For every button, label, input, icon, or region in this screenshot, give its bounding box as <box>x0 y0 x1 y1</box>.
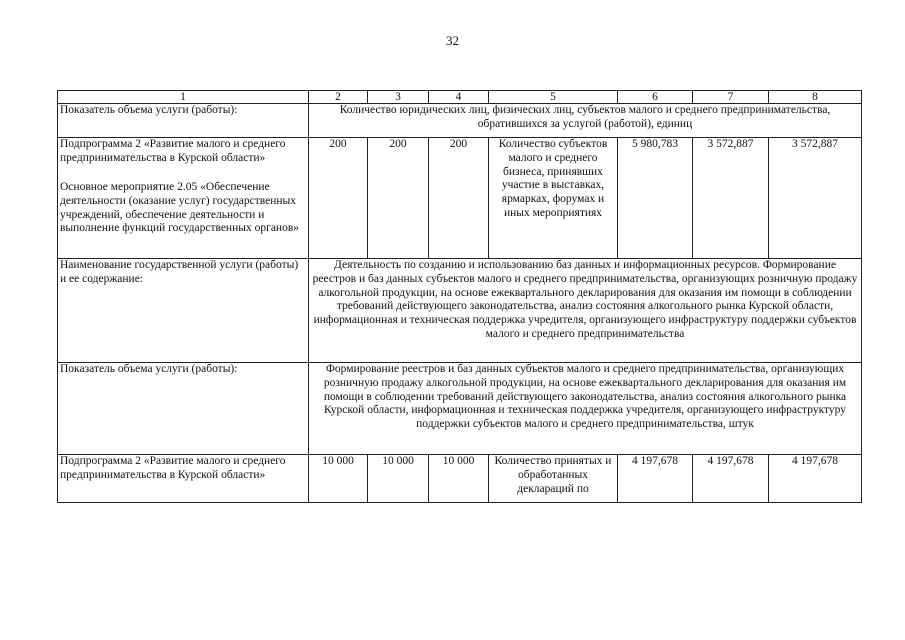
value-cell: 4 197,678 <box>618 455 693 503</box>
value-cell: 4 197,678 <box>693 455 769 503</box>
value-cell: 4 197,678 <box>769 455 862 503</box>
header-cell: 4 <box>429 91 489 104</box>
table-row <box>58 259 862 363</box>
row-label <box>58 138 309 259</box>
indicator-cell: Количество субъектов малого и среднего бизнеса, принявших участие в выставках, ярмарках, форумах и иных мероприятиях <box>489 138 618 259</box>
value-cell: 200 <box>309 138 368 259</box>
table-row <box>58 363 862 455</box>
page-number: 32 <box>446 33 459 48</box>
service-content-text: Деятельность по созданию и использованию баз данных и информационных ресурсов. Формирование реестров и баз данных субъектов малого и среднего предпринимательства, организующих розничную продажу алкогольной продукции, на основе ежеквартального декларирования для оказания им помощи в соблюдении требований действующего законодательства, анализ состояния алкогольного рынка Курской области, информационная и техническая поддержка учредителя, организующего инфраструктуру поддержки субъектов малого и среднего предпринимательства <box>309 259 862 363</box>
value-cell: 5 980,783 <box>618 138 693 259</box>
value-cell: 3 572,887 <box>769 138 862 259</box>
header-cell: 5 <box>489 91 618 104</box>
value-cell: 10 000 <box>368 455 429 503</box>
header-row <box>58 91 862 104</box>
value-cell: 10 000 <box>309 455 368 503</box>
header-cell: 1 <box>58 91 309 104</box>
table-row <box>58 104 862 138</box>
subprogram-label: Подпрограмма 2 «Развитие малого и среднего предпринимательства в Курской области» <box>60 138 286 164</box>
table-row <box>58 138 862 259</box>
value-cell: 3 572,887 <box>693 138 769 259</box>
table-row <box>58 455 862 503</box>
header-cell: 7 <box>693 91 769 104</box>
indicator-text: Формирование реестров и баз данных субъектов малого и среднего предпринимательства, организующих розничную продажу алкогольной продукции, на основе ежеквартального декларирования для оказания им помощи в соблюдении требований действующего законодательства, анализ состояния алкогольного рынка Курской области, информационная и техническая поддержка учредителя, организующего инфраструктуру поддержки субъектов малого и среднего предпринимательства, штук <box>309 363 862 455</box>
value-cell: 10 000 <box>429 455 489 503</box>
row-label: Подпрограмма 2 «Развитие малого и среднего предпринимательства в Курской области» <box>58 455 309 503</box>
header-cell: 8 <box>769 91 862 104</box>
row-label: Наименование государственной услуги (работы) и ее содержание: <box>58 259 309 363</box>
measure-label: Основное мероприятие 2.05 «Обеспечение деятельности (оказание услуг) государственных учреждений, обеспечение деятельности и выполнение функций государственных органов» <box>60 181 300 235</box>
row-label: Показатель объема услуги (работы): <box>58 104 309 138</box>
row-label: Показатель объема услуги (работы): <box>58 363 309 455</box>
header-cell: 2 <box>309 91 368 104</box>
value-cell: 200 <box>368 138 429 259</box>
indicator-text: Количество юридических лиц, физических лиц, субъектов малого и среднего предпринимательства, обратившихся за услугой (работой), единиц <box>309 104 862 138</box>
header-cell: 6 <box>618 91 693 104</box>
value-cell: 200 <box>429 138 489 259</box>
header-cell: 3 <box>368 91 429 104</box>
data-table <box>57 90 862 503</box>
indicator-cell: Количество принятых и обработанных деклараций по <box>489 455 618 503</box>
